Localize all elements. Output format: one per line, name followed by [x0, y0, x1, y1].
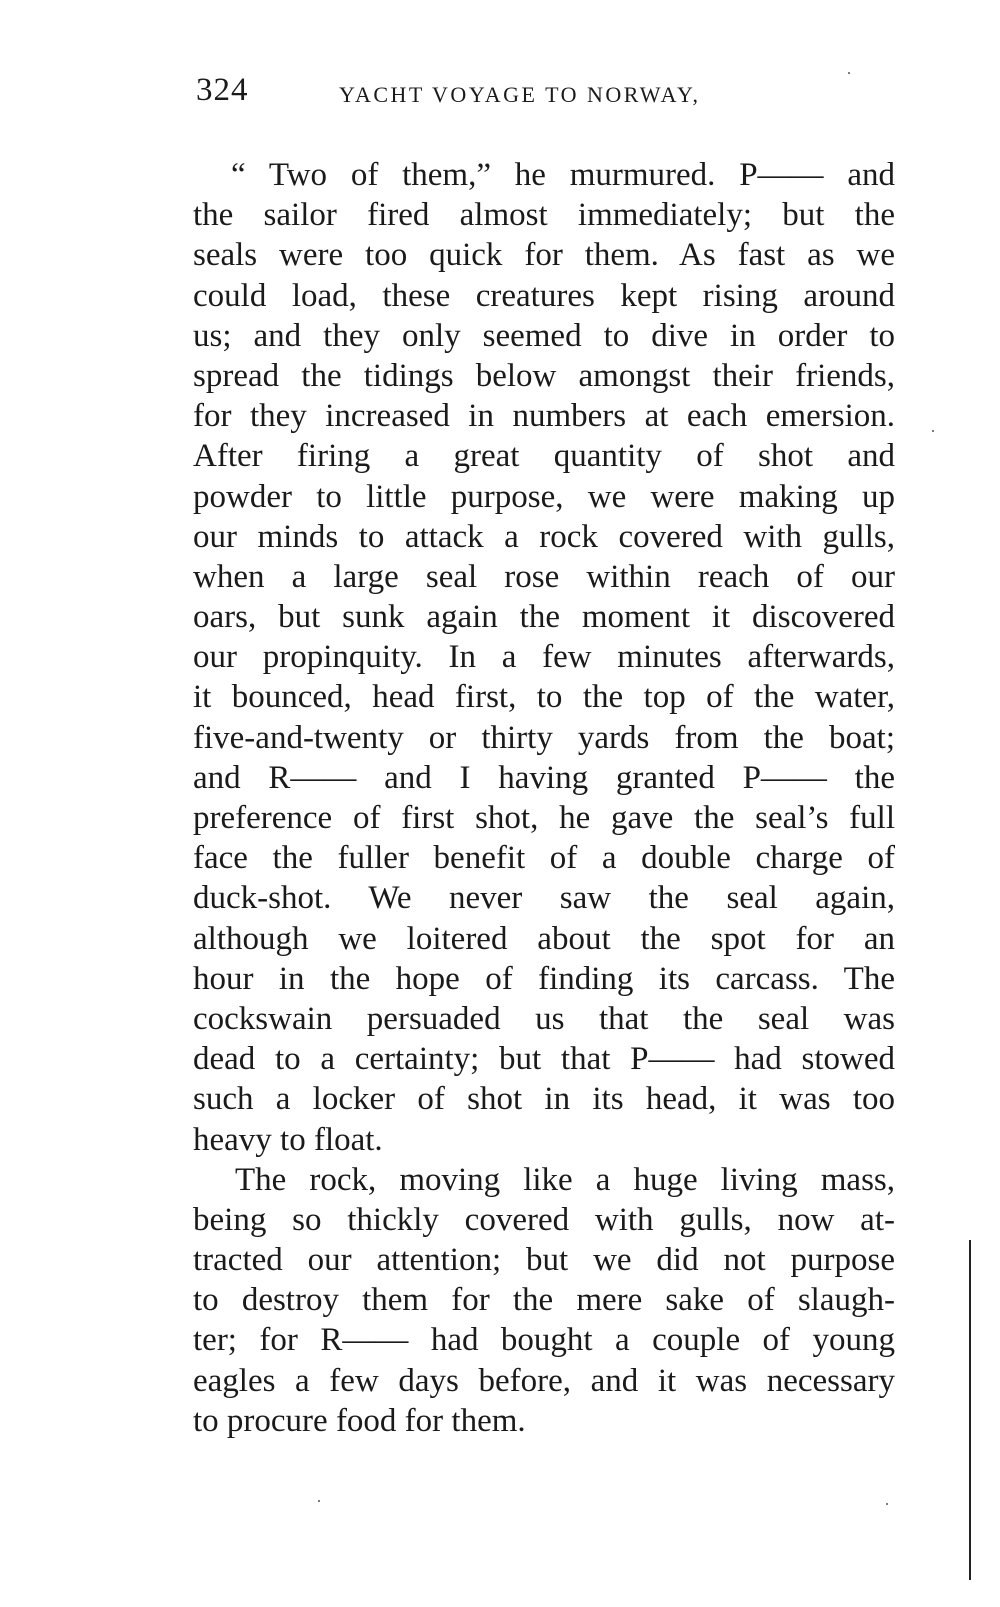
text-line: and R—— and I having granted P—— the — [193, 759, 895, 796]
text-line: duck-shot. We never saw the seal again, — [193, 880, 895, 917]
text-line: being so thickly covered with gulls, now at- — [193, 1201, 895, 1238]
text-line: our minds to attack a rock covered with gulls, — [193, 518, 895, 555]
text-line: tracted our attention; but we did not purpose — [193, 1242, 895, 1279]
text-line: After firing a great quantity of shot and — [193, 438, 895, 475]
running-title: YACHT VOYAGE TO NORWAY, — [339, 82, 701, 107]
paper-speck — [318, 1500, 320, 1502]
page-edge-rule — [969, 1240, 971, 1580]
text-line: to destroy them for the mere sake of slaugh- — [193, 1282, 895, 1319]
text-line: hour in the hope of finding its carcass. The — [193, 960, 895, 997]
text-line: five-and-twenty or thirty yards from the boat; — [193, 719, 895, 756]
text-line: dead to a certainty; but that P—— had stowed — [193, 1041, 895, 1078]
text-line: eagles a few days before, and it was necessary — [193, 1362, 895, 1399]
paragraph-1 — [193, 155, 895, 1160]
text-line: the sailor fired almost immediately; but the — [193, 197, 895, 234]
body-text — [193, 155, 895, 1441]
text-line: although we loitered about the spot for an — [193, 920, 895, 957]
text-line: heavy to float. — [193, 1121, 383, 1158]
paper-speck — [932, 430, 934, 432]
text-line: seals were too quick for them. As fast as we — [193, 237, 895, 274]
text-line: could load, these creatures kept rising around — [193, 277, 895, 314]
paper-speck — [848, 72, 850, 74]
text-line: face the fuller benefit of a double charge of — [193, 840, 895, 877]
text-line: spread the tidings below amongst their friends, — [193, 357, 895, 394]
text-line: when a large seal rose within reach of our — [193, 558, 895, 595]
text-line: cockswain persuaded us that the seal was — [193, 1000, 895, 1037]
text-line: ter; for R—— had bought a couple of young — [193, 1322, 895, 1359]
text-line: oars, but sunk again the moment it discovered — [193, 599, 895, 636]
text-line: us; and they only seemed to dive in order to — [193, 317, 895, 354]
text-line: The rock, moving like a huge living mass, — [235, 1161, 895, 1198]
paragraph-2 — [193, 1160, 895, 1441]
text-line: for they increased in numbers at each emersion. — [193, 398, 895, 435]
text-line: to procure food for them. — [193, 1402, 526, 1439]
text-line: “ Two of them,” he murmured. P—— and — [231, 157, 895, 193]
text-line: preference of first shot, he gave the seal’s full — [193, 800, 895, 836]
running-head — [196, 72, 896, 122]
page-number: 324 — [196, 72, 249, 108]
text-line: powder to little purpose, we were making up — [193, 478, 895, 515]
text-line: our propinquity. In a few minutes afterwards, — [193, 639, 895, 676]
text-line: it bounced, head first, to the top of the water, — [193, 679, 895, 716]
text-line: such a locker of shot in its head, it was too — [193, 1081, 895, 1118]
paper-speck — [886, 1503, 888, 1505]
